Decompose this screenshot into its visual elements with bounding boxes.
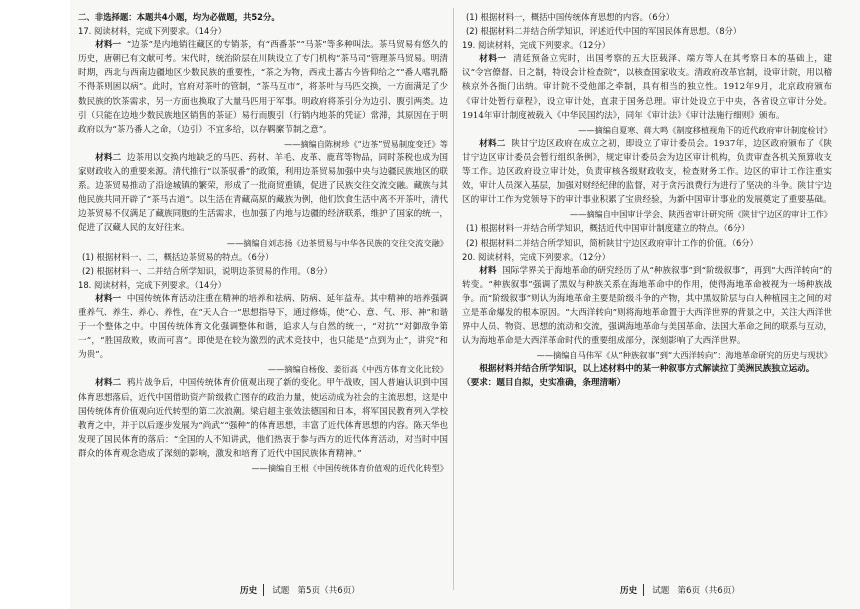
footer-paper: 试题 xyxy=(272,586,290,596)
q20-m-text: 国际学界关于海地革命的研究经历了从“种族叙事”到“阶级叙事”，再到“大西洋转向”的转变。“种族叙事”强调了黑奴与种族关系在海地革命中的作用，使得海地革命被视为一场种族战争。而“阶级叙事”则认为海地革命主要是阶级斗争的产物，其中黑奴阶层与白人种植园主之间的对立是革命爆发的根本原因。“大西洋转向”则将海地革命置于大西洋世界的背景之中，关注大西洋世界中人员、物资、思想的流动和交流，强调海地革命与美国革命、法国大革命之间的联系与互动，认为海地革命是大西洋革命时代的重要组成部分，深刻影响了大西洋世界。 xyxy=(462,265,832,347)
column-divider xyxy=(453,8,454,590)
q18-m1-text: 中国传统体育活动注重在精神的培养和祛病、防病、延年益寿。其中精神的培养强调重养气、养生、养心、养性，在“天人合一”思想指导下，通过修炼，使“心、意、气、形、神”和谐于一个整体之中。中国传统体育文化强调整体和谐，追求人与自然的统一，“对抗”“对御敌争第一”，“胜国敌败，败而可喜”。即使是在较为激烈的武术竞技中，也只能是“点到为止”，讲究“和为贵”。 xyxy=(78,293,448,361)
left-column xyxy=(78,10,448,475)
q17-m1-label: 材料一 xyxy=(95,40,122,51)
q18-m1-label: 材料一 xyxy=(95,293,122,304)
q19-m1-source: ——摘编自夏寒、蒋大鸣《制度移植视角下的近代政府审计制度检讨》 xyxy=(578,124,832,135)
q17-sub-1: (1) 根据材料一、二，概括边茶贸易的特点。（6分） xyxy=(82,251,274,262)
footer-subject: 历史 xyxy=(240,584,264,596)
q19-material-1 xyxy=(462,52,832,122)
q17-material-2 xyxy=(78,151,448,236)
q18-sub-2: (2) 根据材料二并结合所学知识，评述近代中国的军国民体育思想。（8分） xyxy=(466,26,742,37)
footer-paper-right: 试题 xyxy=(652,586,670,596)
q20-requirement: （要求：题目自拟，史实准确，条理清晰） xyxy=(462,378,626,389)
footer-subject-right: 历史 xyxy=(620,584,644,596)
section-header: 二、非选择题：本题共4小题，均为必做题，共52分。 xyxy=(78,12,280,22)
q17-m1-text: “边茶”是内地销往藏区的专销茶，有“西番茶”“马茶”等多种叫法。茶马贸易有悠久的历史，唐朝已有文献可考。宋代时，统治阶层在川陕设立了专门机构“茶马司”管理茶马贸易。明清时期，西北与西南边疆地区少数民族的重要性，“茶之为物，西戎土蕃古今皆仰给之”“番人嗜乳酪不得茶则困以病”。此时，官府对茶叶的管制，“茶马互市”，将茶叶与马匹交换，一方面满足了少数民族的饮茶需求，另一方面也换取了大量马匹用于军事。明政府将茶引分为边引、腹引两类。边引（只能在边地少数民族地区销售的茶证）易行而腹引（行销内地茶的凭证）常滞，其原因在于明政府以为“茶乃番人之命，（边引）不宜多给，以存羁縻节制之意”。 xyxy=(78,40,448,135)
q18-m2-text: 鸦片战争后，中国传统体育价值观出现了新的变化。甲午战败，国人普遍认识到中国体育思想落后，近代中国借助资产阶级救亡图存的政治力量，使运动成为社会的主流思想，这是中国传统体育价值观向近代转型的第二次浪潮。梁启超主张效法德国和日本，将军国民教育列入学校教育之中，并于以后逐步发展为“尚武”“强种”的体育思想，丰富了近代体育思想的内容。陈天华也发现了国民体育的落后：“全国的人不知讲武，他们热衷于参与西方的近代体育活动，对当时中国群众的体育观念造成了深刻的影响，激发和培育了近代中国民族体育精神。” xyxy=(78,378,448,459)
q19-m1-label: 材料一 xyxy=(479,54,507,65)
q18-m2-source: ——摘编自王根《中国传统体育价值观的近代化转型》 xyxy=(251,463,448,473)
q17-head: 17. 阅读材料，完成下列要求。（14分） xyxy=(78,26,227,37)
footer-page: 第5页（共6页） xyxy=(297,586,360,596)
q17-material-1 xyxy=(78,38,448,137)
q20-m-source: ——摘编自马伟军《从“种族叙事”到“大西洋转向”：海地革命研究的历史与现状》 xyxy=(536,350,832,361)
q17-m1-source: ——摘编自陈树珍《“边茶”贸易制度变迁》等 xyxy=(283,138,448,149)
q18-material-1 xyxy=(78,292,448,362)
right-column xyxy=(462,10,832,391)
q17-sub-2: (2) 根据材料一、二并结合所学知识，说明边茶贸易的作用。（8分） xyxy=(82,265,333,276)
q18-m1-source: ——摘编自杨俊、姜衍高《中西方体育文化比较》 xyxy=(267,364,448,375)
footer-left xyxy=(240,584,360,596)
q19-head: 19. 阅读材料，完成下列要求。（12分） xyxy=(462,40,611,51)
q20-head: 20. 阅读材料，完成下列要求。（12分） xyxy=(462,251,611,262)
q20-material xyxy=(462,264,832,349)
q18-m2-label: 材料二 xyxy=(95,378,122,389)
q20-m-label: 材料 xyxy=(479,265,497,276)
q18-material-2 xyxy=(78,376,448,461)
q19-sub-2: (2) 根据材料二并结合所学知识，简析陕甘宁边区政府审计工作的价值。（6分） xyxy=(466,237,759,248)
q17-m2-label: 材料二 xyxy=(95,152,122,163)
left-margin xyxy=(0,0,70,609)
q19-m1-text: 清廷预备立宪时，出国考察的五大臣载泽、端方等人在其考察日本的基础上，建议“令宫僚督、日之制，特设会计检查院”，以核查国家收支。清政府改革官制，设审计院，用以稽核京外各衙门出纳。审计院不受他部之牵制，具有相当的独立性。1912年9月，北京政府颁布《审计处暂行章程》，设立审计处，直隶于国务总理。审计处设立于中央，各省设立审计分处。1914年审计制度被载入《中华民国约法》，同年《审计法》《审计法施行细则》颁布。 xyxy=(462,54,832,121)
q20-task: 根据材料并结合所学知识，以上述材料中的某一种叙事方式解读拉丁美洲民族独立运动。 xyxy=(479,364,815,375)
q18-head: 18. 阅读材料，完成下列要求。（14分） xyxy=(78,279,227,290)
footer-page-right: 第6页（共6页） xyxy=(677,586,740,596)
q18-sub-1: (1) 根据材料一，概括中国传统体育思想的内容。（6分） xyxy=(466,12,675,22)
q19-sub-1: (1) 根据材料一并结合所学知识，概括近代中国审计制度建立的特点。（6分） xyxy=(466,223,750,234)
q17-m2-source: ——摘编自刘志扬《边茶贸易与中华各民族的交往交流交融》 xyxy=(226,237,448,248)
q17-m2-text: 边茶用以交换内地缺乏的马匹、药材、羊毛、皮革、鹿茸等物品，同时茶税也成为国家财政收入的重要来源。清代推行“以茶驭番”的政策，利用边茶贸易加强中央与边疆民族地区的联系。边茶贸易推动了沿途城镇的繁荣，形成了一批商贸重镇，促进了民族交往交流交融。藏族与其他民族共同开辟了“茶马古道”。以生活在青藏高原的藏族为例，他们饮食生活中离不开茶叶，清代边茶贸易不仅满足了藏族同胞的生活需求，也加强了内地与边疆的经济联系，维护了国家的统一，促进了汉藏人民的友好往来。 xyxy=(78,152,448,234)
q19-material-2 xyxy=(462,137,832,207)
q19-m2-text: 陕甘宁边区政府在成立之初，即设立了审计委员会。1937年，边区政府颁布了《陕甘宁边区审计委员会暂行组织条例》，规定审计委员会为边区审计机构，负责审查各机关预算收支等工作。边区政府设立审计处，负责审核各级财政收支，检查财务工作。边区的审计工作注重实效，审计人员深入基层，加强对财经纪律的监督，对于贪污浪费行为进行了坚决的斗争。陕甘宁边区的审计工作为党领导下的审计事业积累了宝贵经验，为新中国审计事业的发展奠定了重要基础。 xyxy=(462,138,832,206)
footer-right xyxy=(620,584,740,596)
q19-m2-source: ——摘编自中国审计学会、陕西省审计研究所《陕甘宁边区的审计工作》 xyxy=(569,209,832,220)
q19-m2-label: 材料二 xyxy=(479,138,506,149)
